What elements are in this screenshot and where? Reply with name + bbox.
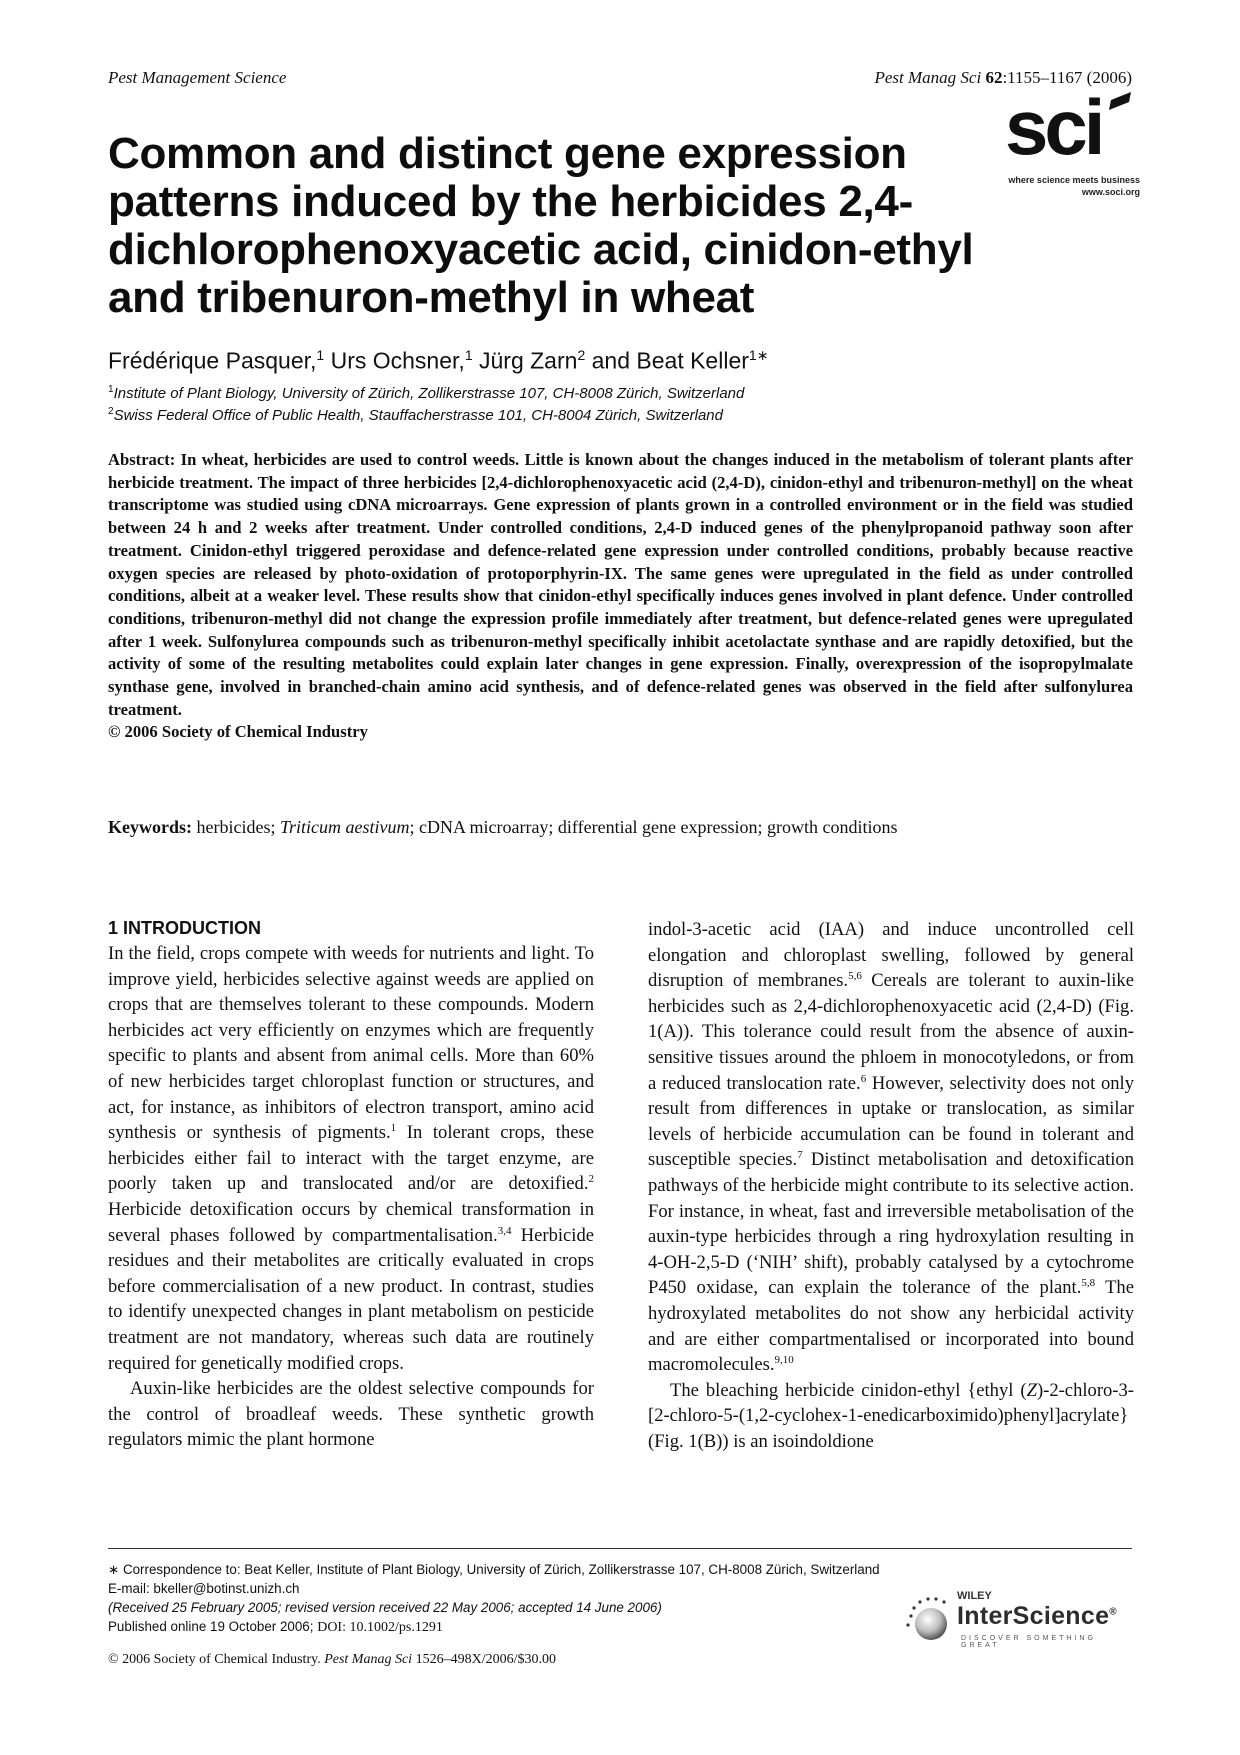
affiliation-mark: 2	[108, 406, 114, 417]
paragraph-text: However, selectivity does not only result from differences in uptake or translocation, as similar levels of herbicide accumulation can be found in tolerant and susceptible species.	[648, 1072, 1134, 1171]
paragraph-text: indol-3-acetic acid (IAA) and induce uncontrolled cell elongation and chloroplast swelling, followed by general disruption of membranes.	[648, 919, 1134, 992]
registered-mark: ®	[1109, 1606, 1117, 1618]
body-column-right	[648, 917, 1134, 1454]
citation-ref: 5,8	[1081, 1277, 1096, 1290]
copyright-text: © 2006 Society of Chemical Industry.	[108, 1652, 325, 1667]
paragraph-text: In tolerant crops, these herbicides either fail to interact with the target enzyme, are poorly taken up and translocated and/or are detoxified.	[108, 1122, 595, 1195]
paragraph: Auxin-like herbicides are the oldest selective compounds for the control of broadleaf weeds. These synthetic growth regulators mimic the plant hormone	[108, 1378, 594, 1451]
paragraph-italic: Z	[1026, 1379, 1037, 1401]
paragraph	[648, 917, 1134, 1378]
wiley-slogan: DISCOVER SOMETHING GREAT	[961, 1635, 1096, 1649]
keywords	[108, 817, 1138, 838]
author-name: Frédérique Pasquer,	[108, 347, 317, 374]
citation-pages: :1155–1167 (2006)	[1002, 68, 1132, 87]
citation-ref: 9,10	[774, 1353, 794, 1366]
paragraph-text: Distinct metabolisation and detoxification pathways of the herbicide might contribute to its selective action. For instance, in wheat, fast and irreversible metabolisation of the auxin-type herbicides through a ring hydroxylation resulting in 4-OH-2,5-D (‘NIH’ shift), probably catalysed by a cytochrome P450 oxidase, can explain the tolerance of the plant.	[648, 1149, 1135, 1299]
citation-ref: 7	[797, 1149, 803, 1162]
paragraph-text: )-2-chloro-3-[2-chloro-5-(1,2-cyclohex-1-enedicarboximido)phenyl]acrylate} (Fig. 1(B)) is an isoindoldione	[648, 1379, 1134, 1452]
citation-ref: 2	[588, 1173, 594, 1186]
interscience-name	[957, 1602, 1117, 1631]
sci-logo-mark	[1005, 92, 1139, 172]
paragraph-text: The hydroxylated metabolites do not show any herbicidal activity and are either compartmentalised or incorporated into bound macromolecules.	[648, 1277, 1134, 1376]
running-head	[108, 68, 1132, 92]
sci-logo-tagline	[1008, 174, 1140, 198]
interscience-text: InterScience	[957, 1602, 1110, 1630]
paragraph-text: In the field, crops compete with weeds for nutrients and light. To improve yield, herbicides selective against weeds are applied on crops that are themselves tolerant to these compounds. Modern herbicides act very efficiently on enzymes which are frequently specific to plants and absent from animal cells. More than 60% of new herbicides target chloroplast function or structures, and act, for instance, as inhibitors of electron transport, amino acid synthesis or synthesis of pigments.	[108, 943, 594, 1144]
keywords-post: ; cDNA microarray; differential gene expression; growth conditions	[409, 817, 898, 837]
citation	[875, 68, 1133, 88]
article-title: Common and distinct gene expression patterns induced by the herbicides 2,4-dichlorophenoxyacetic acid, cinidon-ethyl and tribenuron-methyl in wheat	[108, 129, 974, 322]
abstract-text: Abstract: In wheat, herbicides are used to control weeds. Little is known about the changes induced in the metabolism of tolerant plants after herbicide treatment. The impact of three herbicides [2,4-dichlorophenoxyacetic acid (2,4-D), cinidon-ethyl and tribenuron-methyl] on the wheat transcriptome was studied using cDNA microarrays. Gene expression of plants grown in a controlled environment or in the field was studied between 24 h and 2 weeks after treatment. Under controlled conditions, 2,4-D induced genes of the phenylpropanoid pathway soon after treatment. Cinidon-ethyl triggered peroxidase and defence-related gene expression under controlled conditions, probably because reactive oxygen species are released by photo-oxidation of protoporphyrin-IX. The same genes were upregulated in the field as under controlled conditions, albeit at a weaker level. These results show that cinidon-ethyl specifically induces genes involved in plant defence. Under controlled conditions, tribenuron-methyl did not change the expression profile immediately after treatment, but defence-related genes were upregulated after 1 week. Sulfonylurea compounds such as tribenuron-methyl specifically inhibit acetolactate synthase and are rapidly detoxified, but the activity of some of the resulting metabolites could explain later changes in gene expression. Finally, overexpression of the isopropylmalate synthase gene, involved in branched-chain amino acid synthesis, and of defence-related genes was observed in the field after sulfonylurea treatment.	[108, 450, 1133, 719]
correspondence-note: ∗ Correspondence to: Beat Keller, Institute of Plant Biology, University of Zürich, Zollikerstrasse 107, CH-8008 Zürich, Switzerland	[108, 1562, 880, 1577]
affiliation-mark: 1	[108, 384, 114, 395]
abstract-copyright: © 2006 Society of Chemical Industry	[108, 722, 368, 742]
published-text: Published online 19 October 2006;	[108, 1619, 318, 1634]
received-note: (Received 25 February 2005; revised version received 22 May 2006; accepted 14 June 2006)	[108, 1600, 662, 1615]
author-affil-mark: 2	[577, 347, 586, 363]
paragraph-text: Herbicide residues and their metabolites are critically evaluated in crops before commercialisation of a new product. In contrast, studies to identify unexpected changes in plant metabolism on pesticide treatment are not mandatory, whereas such data are routinely required for genetically modified crops.	[108, 1224, 594, 1374]
sci-logo-text: sci	[1005, 92, 1102, 171]
citation-ref: 6	[860, 1072, 867, 1085]
journal-name: Pest Management Science	[108, 68, 287, 87]
published-note	[108, 1617, 1008, 1637]
copyright-footer	[108, 1652, 556, 1668]
keywords-label: Keywords:	[108, 817, 192, 837]
abstract	[108, 449, 1133, 744]
affiliation	[108, 406, 723, 424]
author-name: Urs Ochsner,	[324, 347, 465, 374]
wiley-brand: WILEY	[957, 1590, 992, 1602]
sci-tagline: where science meets business	[1008, 175, 1140, 185]
wiley-interscience-logo	[905, 1590, 1135, 1650]
footnotes	[108, 1560, 1008, 1637]
keywords-pre: herbicides;	[192, 817, 280, 837]
author-affil-mark: 1∗	[748, 347, 769, 363]
paragraph-text: Herbicide detoxification occurs by chemical transformation in several phases followed by compartmentalisation.	[108, 1198, 594, 1246]
body-column-left	[108, 916, 594, 1453]
author-affil-mark: 1	[316, 347, 325, 363]
citation-ref: 1	[390, 1121, 397, 1134]
affiliation	[108, 384, 744, 402]
paragraph	[648, 1378, 1134, 1455]
email-note: E-mail: bkeller@botinst.unizh.ch	[108, 1581, 300, 1596]
citation-ref: 3,4	[497, 1224, 512, 1237]
sci-url: www.soci.org	[1081, 187, 1140, 197]
paragraph-text: Cereals are tolerant to auxin-like herbicides such as 2,4-dichlorophenoxyacetic acid (2,4-D) (Fig. 1(A)). This tolerance could result from the absence of auxin-sensitive tissues around the phloem in monocotyledons, or from a reduced translocation rate.	[648, 970, 1134, 1094]
doi-link[interactable]: DOI: 10.1002/ps.1291	[317, 1620, 443, 1635]
section-heading: 1 INTRODUCTION	[108, 918, 261, 938]
paragraph-text: The bleaching herbicide cinidon-ethyl {ethyl (	[670, 1379, 1027, 1401]
copyright-journal: Pest Manag Sci	[324, 1652, 413, 1667]
citation-volume: 62	[985, 68, 1003, 87]
footnote-divider	[108, 1548, 1132, 1549]
author-name: and Beat Keller	[585, 347, 749, 374]
citation-journal: Pest Manag Sci	[874, 68, 982, 87]
paragraph	[108, 941, 594, 1376]
keywords-italic: Triticum aestivum	[279, 817, 410, 837]
globe-icon	[905, 1594, 955, 1644]
author-name: Jürg Zarn	[472, 347, 578, 374]
copyright-issn: 1526–498X/2006/$30.00	[412, 1652, 556, 1667]
citation-ref: 5,6	[848, 970, 862, 982]
author-list	[108, 347, 768, 375]
affiliation-text: Institute of Plant Biology, University of Zürich, Zollikerstrasse 107, CH-8008 Zürich, Switzerland	[113, 385, 745, 402]
affiliation-text: Swiss Federal Office of Public Health, Stauffacherstrasse 101, CH-8004 Zürich, Switzerland	[113, 407, 723, 424]
author-affil-mark: 1	[464, 347, 473, 363]
